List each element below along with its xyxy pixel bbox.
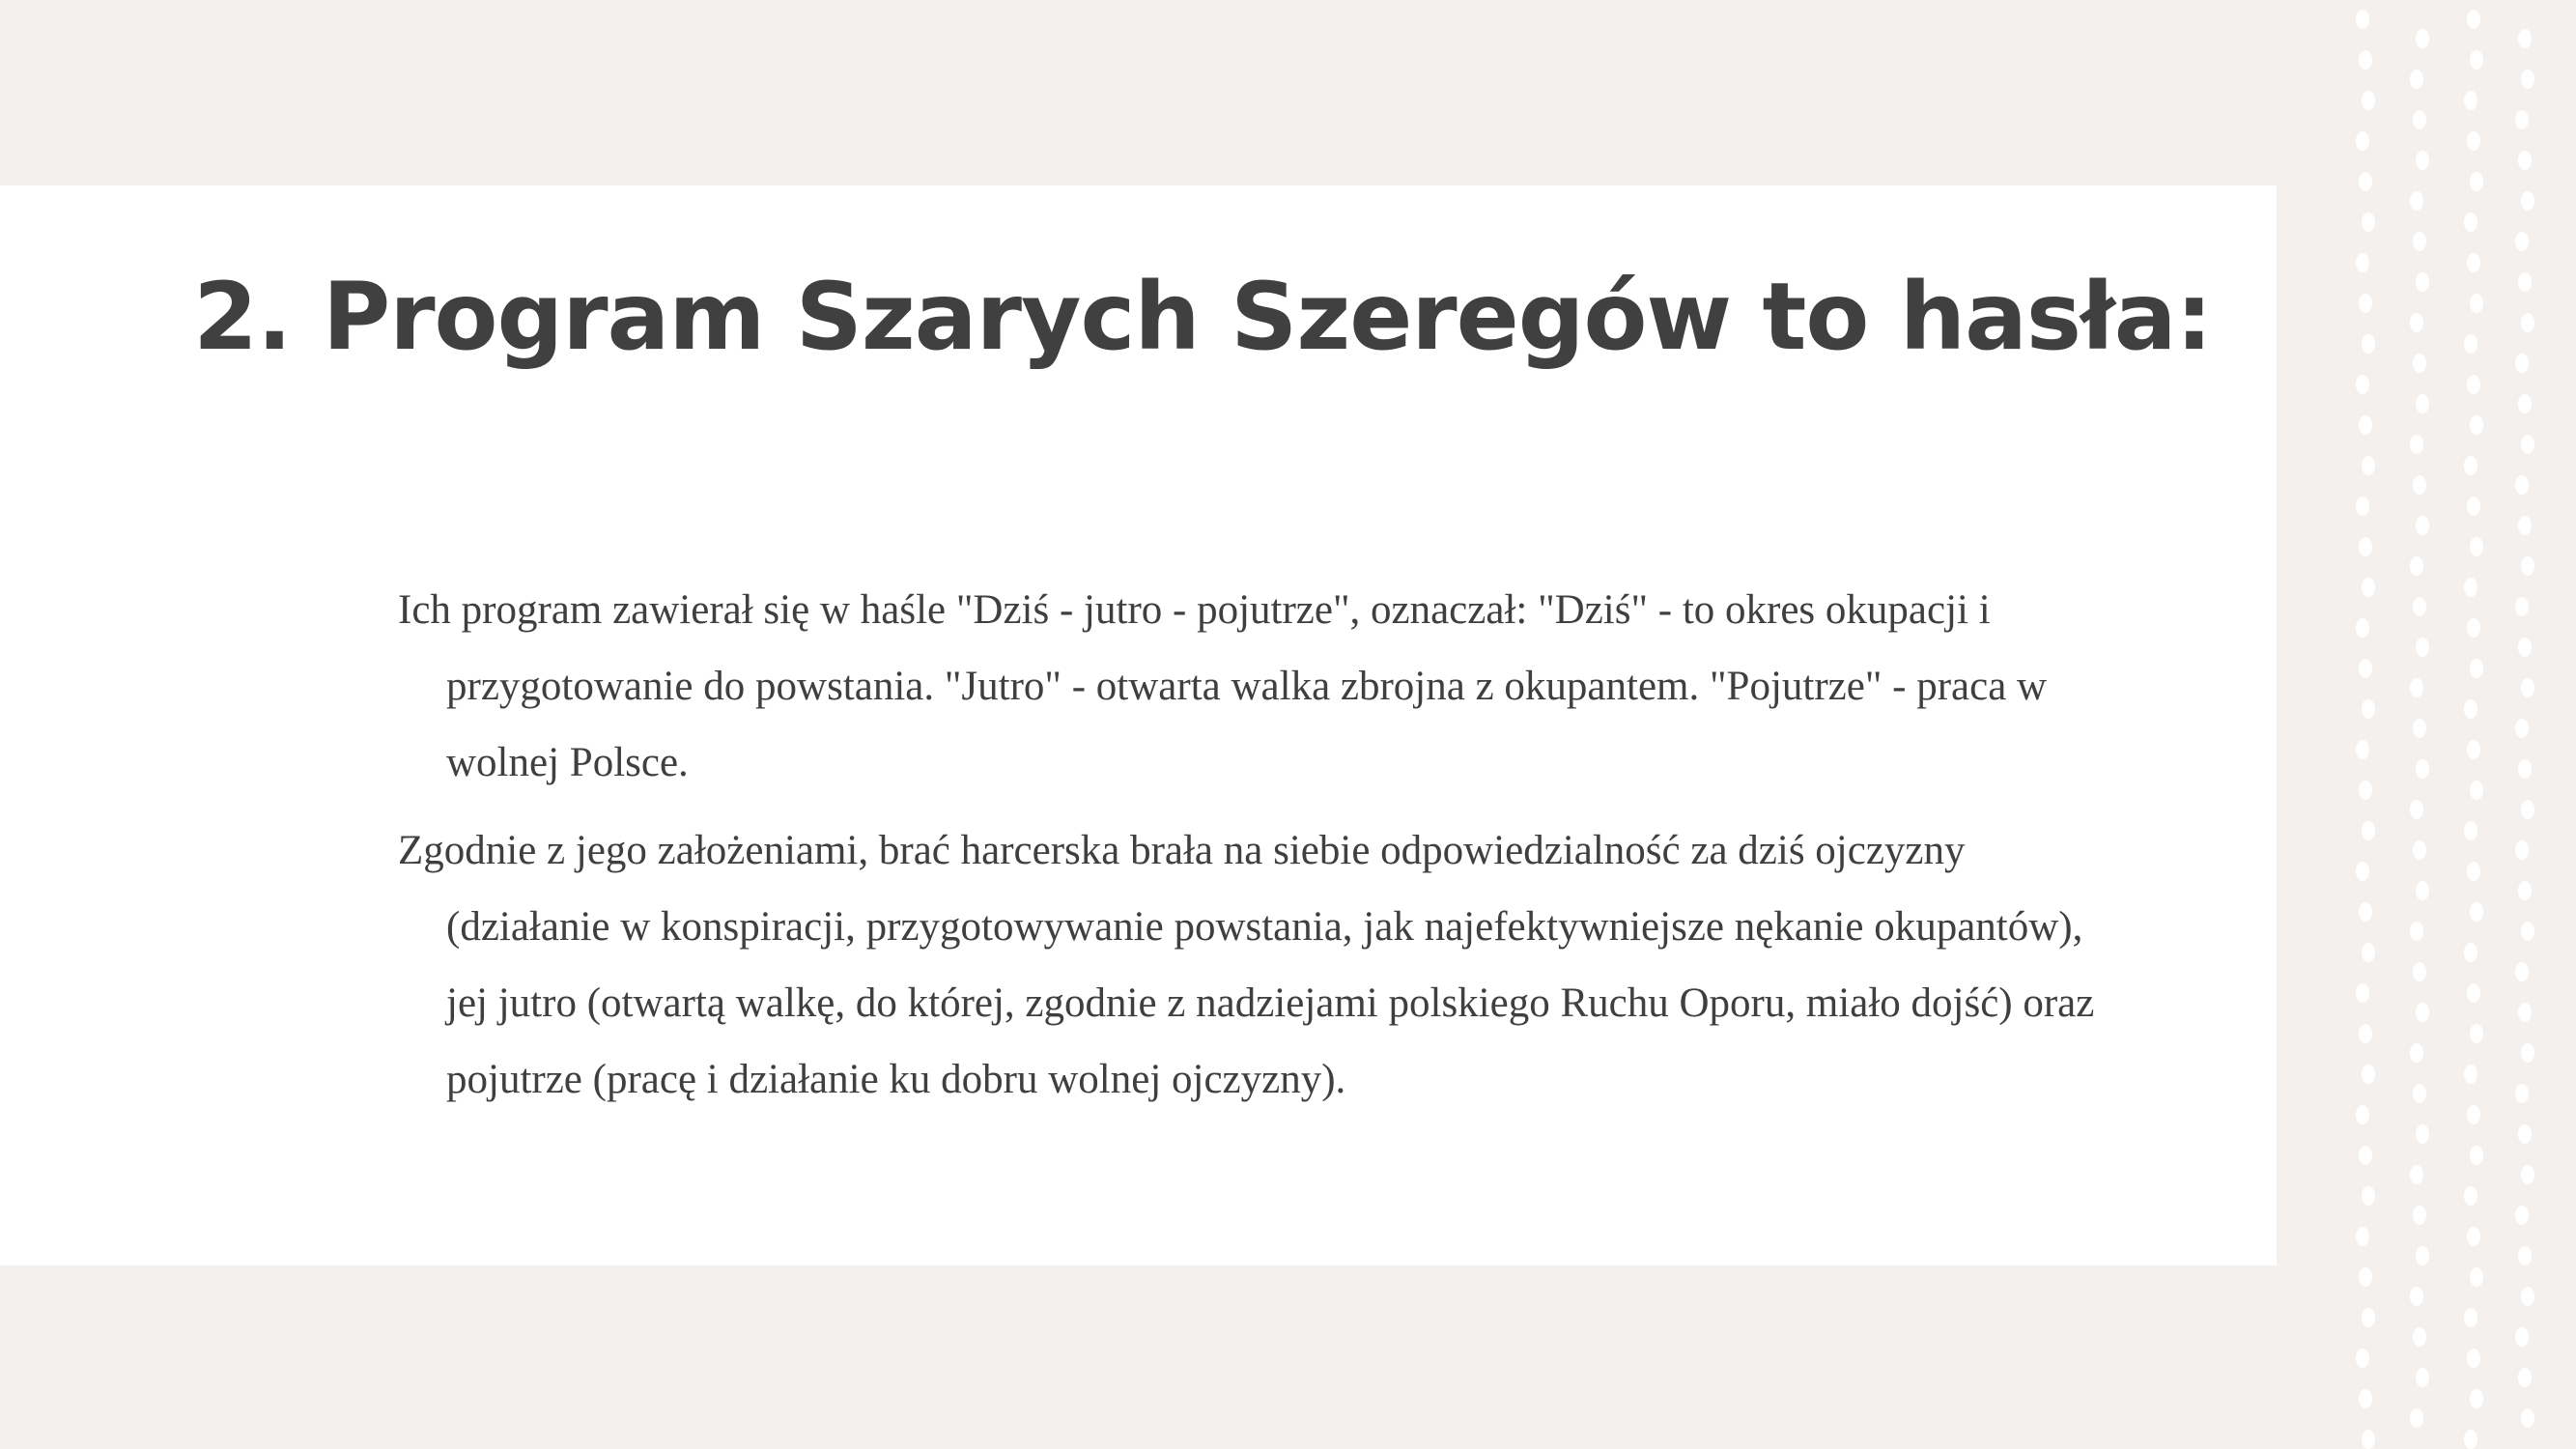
content-card bbox=[0, 185, 2277, 1265]
paragraph: Zgodnie z jego założeniami, brać harcerska brała na siebie odpowiedzialność za dziś ojczyzny (działanie w konspiracji, przygotowywanie powstania, jak najefektywniejsze nękanie okupantów), jej jutro (otwartą walkę, do której, zgodnie z nadziejami polskiego Ruchu Oporu, miało dojść) oraz pojutrze (pracę i działanie ku dobru wolnej ojczyzny). bbox=[398, 828, 2095, 1102]
slide-title: 2. Program Szarych Szeregów to hasła: bbox=[193, 263, 2212, 371]
dot-pattern-decoration bbox=[2318, 0, 2576, 1449]
body-text bbox=[398, 572, 2117, 1129]
paragraph: Ich program zawierał się w haśle "Dziś - jutro - pojutrze", oznaczał: "Dziś" - to okres okupacji i przygotowanie do powstania. "Jutro" - otwarta walka zbrojna z okupantem. "Pojutrze" - praca w wolnej Polsce. bbox=[398, 587, 2048, 785]
